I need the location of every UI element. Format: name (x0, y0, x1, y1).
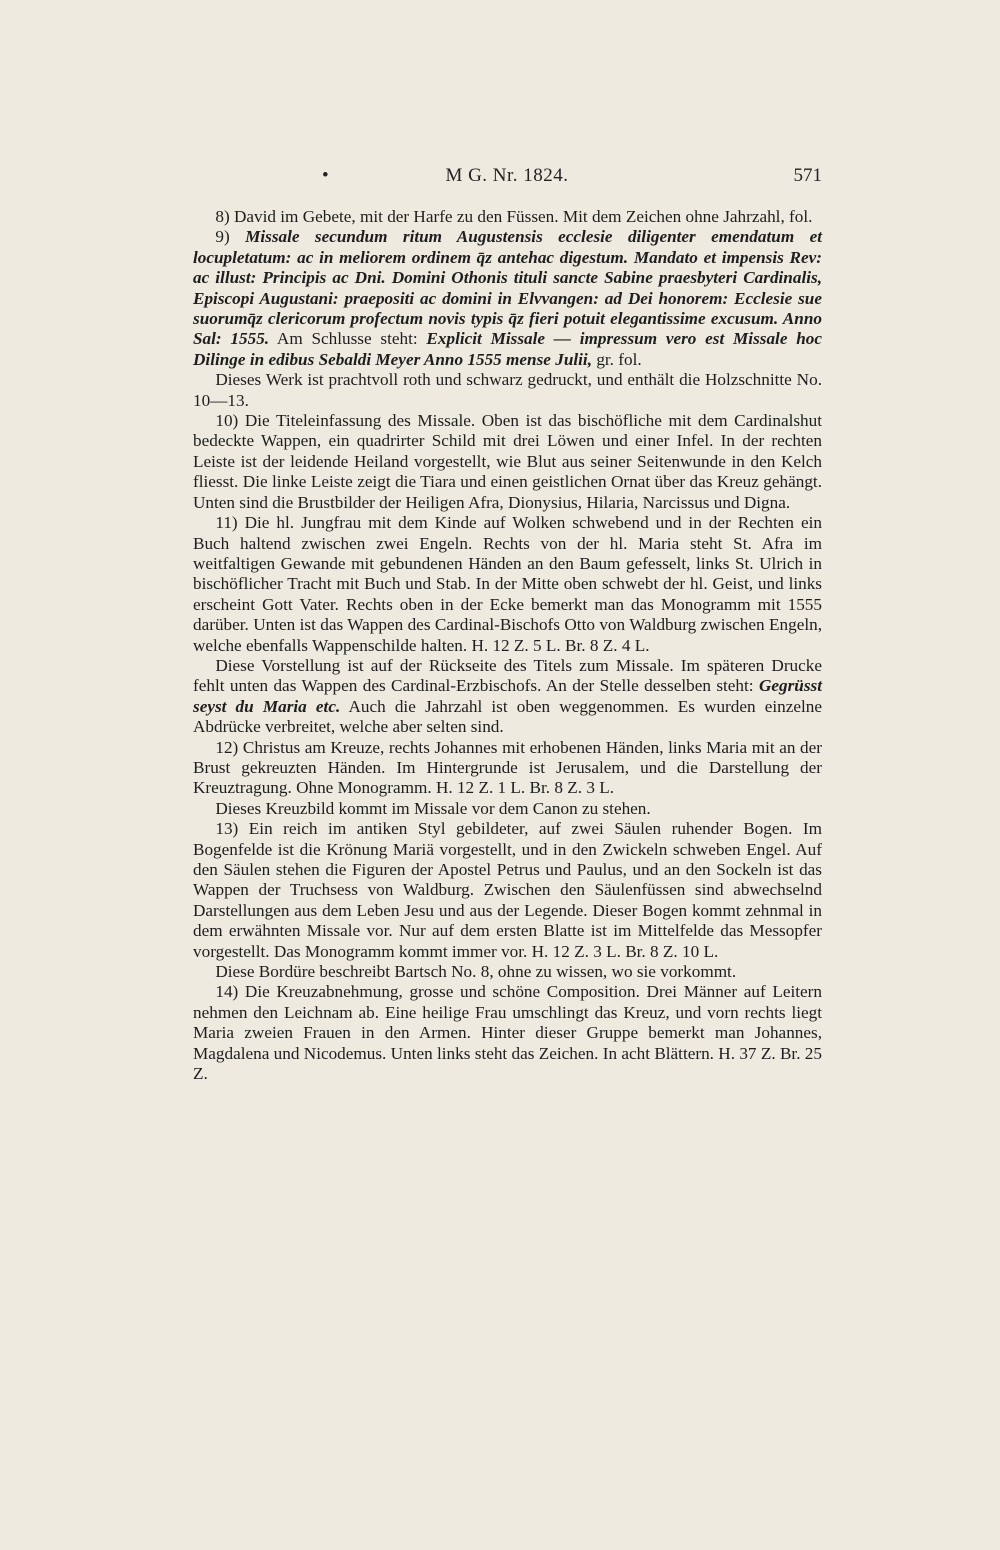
entry-10: 10) Die Titeleinfassung des Missale. Oben ist das bischöfliche mit dem Cardinalshut bedeckte Wappen, ein quadrirter Schild mit drei Löwen und einer Infel. In der rechten Leiste ist der leidende Heiland vorgestellt, wie Blut aus seiner Seitenwunde in den Kelch fliesst. Die linke Leiste zeigt die Tiara und einen geistlichen Ornat über das Kreuz gehängt. Unten sind die Brustbilder der Heiligen Afra, Dionysius, Hilaria, Narcissus und Digna. (193, 411, 822, 512)
entry-13: 13) Ein reich im antiken Styl gebildeter, auf zwei Säulen ruhender Bogen. Im Bogenfelde ist die Krönung Mariä vorgestellt, und in den Zwickeln schweben Engel. Auf den Säulen stehen die Figuren der Apostel Petrus und Paulus, und an den Sockeln ist das Wappen der Truchsess von Waldburg. Zwischen den Säulenfüssen sind abwechselnd Darstellungen aus dem Leben Jesu und aus der Legende. Dieser Bogen kommt zehnmal in dem erwähnten Missale vor. Nur auf dem ersten Blatte ist im Mittelfelde das Messopfer vorgestellt. Das Monogramm kommt immer vor. H. 12 Z. 3 L. Br. 8 Z. 10 L. (193, 819, 822, 961)
running-title: M G. Nr. 1824. (445, 165, 569, 186)
entry-9-number: 9) (215, 227, 230, 247)
entry-12: 12) Christus am Kreuze, rechts Johannes mit erhobenen Händen, links Maria mit an der Brust gekreuzten Händen. Im Hintergrunde ist Jerusalem, und die Darstellung der Kreuztragung. Ohne Monogramm. H. 12 Z. 1 L. Br. 8 Z. 3 L. (193, 737, 822, 798)
entry-13-note: Diese Bordüre beschreibt Bartsch No. 8, ohne zu wissen, wo sie vorkommt. (215, 962, 737, 982)
entry-11: 11) Die hl. Jungfrau mit dem Kinde auf Wolken schwebend und in der Rechten ein Buch haltend zwischen zwei Engeln. Rechts von der hl. Maria steht St. Afra im weitfaltigen Gewande mit gebundenen Händen an den Baum gefesselt, links St. Ulrich in bischöflicher Tracht mit Buch und Stab. In der Mitte oben schwebt der hl. Geist, und links erscheint Gott Vater. Rechts oben in der Ecke bemerkt man das Monogramm mit 1555 darüber. Unten ist das Wappen des Cardinal-Bischofs Otto von Waldburg zwischen Engeln, welche ebenfalls Wappenschilde halten. H. 12 Z. 5 L. Br. 8 Z. 4 L. (193, 513, 822, 655)
page-header (192, 165, 822, 191)
entry-11-inscription: Gegrüsst seyst du Maria etc. (193, 676, 823, 716)
entry-14: 14) Die Kreuzabnehmung, grosse und schöne Composition. Drei Männer auf Leitern nehmen den Leichnam ab. Eine heilige Frau umschlingt das Kreuz, und vorn rechts liegt Maria zweien Frauen in den Armen. Hinter dieser Gruppe bemerkt man Johannes, Magdalena und Nicodemus. Unten links steht das Zeichen. In acht Blättern. H. 37 Z. Br. 25 Z. (193, 982, 822, 1084)
entry-9-mid: Am Schlusse steht: (276, 329, 418, 349)
entry-9-latin-title: Missale secundum ritum Augustensis ecclesie diligenter emendatum et locupletatum: ac in meliorem ordinem q̄z antehac digestum. Mandato et impensis Rev: ac illust: Principis ac Dni. Domini Othonis tituli sancte Sabine praesbyteri Cardinalis, Episcopi Augustani: praepositi ac domini in Elvvangen: ad Dei honorem: Ecclesie sue suorumq̄z clericorum profectum novis typis q̄z fieri potuit elegantissime excusum. Anno Sal: 1555. (193, 227, 822, 349)
entry-8: 8) David im Gebete, mit der Harfe zu den Füssen. Mit dem Zeichen ohne Jahrzahl, fol. (215, 207, 813, 226)
entry-9-latin-explicit: Explicit Missale — impressum vero est Missale hoc Dilinge in edibus Sebaldi Meyer Anno 1555 mense Julii, (193, 329, 822, 369)
entry-9 (193, 227, 822, 370)
entry-12-note: Dieses Kreuzbild kommt im Missale vor dem Canon zu stehen. (215, 798, 651, 818)
header-dot: • (322, 165, 329, 186)
entry-11-note (193, 656, 822, 738)
body-text (193, 207, 822, 1084)
entry-11-note-b: Auch die Jahrzahl ist oben weggenommen. Es wurden einzelne Abdrücke verbreitet, welche aber selten sind. (193, 696, 822, 737)
entry-9-format: gr. fol. (596, 349, 642, 369)
entry-9-note: Dieses Werk ist prachtvoll roth und schwarz gedruckt, und enthält die Holzschnitte No. 10—13. (193, 370, 822, 410)
entry-11-note-a: Diese Vorstellung ist auf der Rückseite des Titels zum Missale. Im späteren Drucke fehlt unten das Wappen des Cardinal-Erzbischofs. An der Stelle desselben steht: (193, 655, 822, 696)
page-number: 571 (793, 165, 822, 186)
